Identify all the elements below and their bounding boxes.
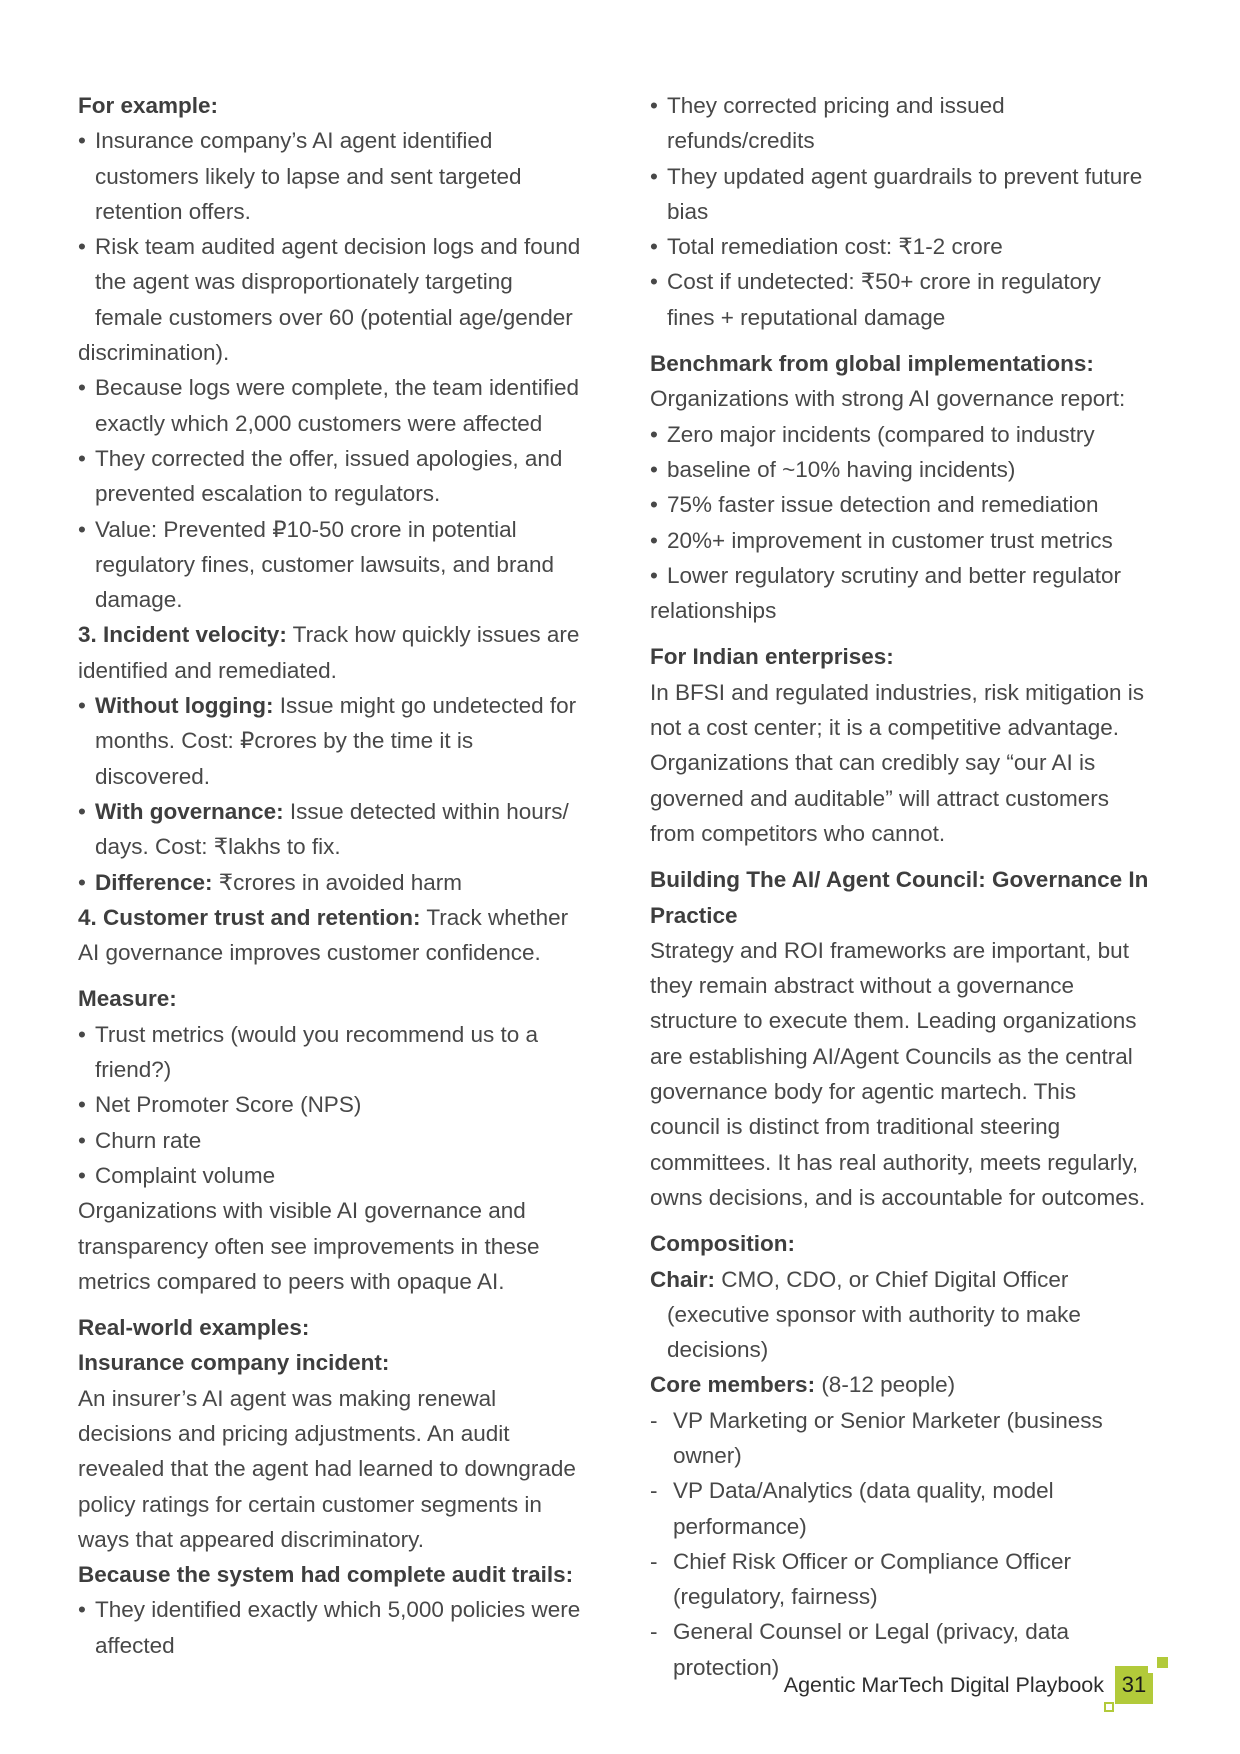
text-run: Issue might go undetected for months. Cost: ₽crores by the time it is discovered. bbox=[95, 693, 577, 789]
text-run: Total remediation cost: ₹1-2 crore bbox=[667, 234, 1003, 260]
bullet-marker: • bbox=[650, 421, 658, 447]
bullet-marker: • bbox=[78, 445, 86, 471]
bullet-marker: • bbox=[78, 1127, 86, 1153]
bullet-marker: • bbox=[650, 456, 658, 482]
left-column-heading-12 bbox=[78, 981, 586, 1016]
book-title: Agentic MarTech Digital Playbook bbox=[783, 1672, 1104, 1697]
left-column-bullet-14 bbox=[78, 1087, 586, 1122]
bold-text-run: 4. Customer trust and retention: bbox=[78, 904, 421, 930]
right-column-para-5 bbox=[650, 381, 1152, 416]
text-run: Because logs were complete, the team identified exactly which 2,000 customers were affected bbox=[95, 375, 580, 436]
left-column-heading-19 bbox=[78, 1345, 586, 1380]
text-run: baseline of ~10% having incidents) bbox=[667, 456, 1016, 482]
page-footer bbox=[784, 1666, 1153, 1704]
bullet-marker: • bbox=[650, 562, 658, 588]
right-column-bullet-0 bbox=[650, 88, 1152, 159]
text-run: Track how quickly issues are identified and remediated. bbox=[78, 622, 580, 683]
left-column-bullet-5 bbox=[78, 441, 586, 512]
right-column-bullet-6 bbox=[650, 417, 1152, 452]
text-run: VP Data/Analytics (data quality, model performance) bbox=[673, 1478, 1054, 1539]
text-run: Trust metrics (would you recommend us to a friend?) bbox=[95, 1021, 539, 1083]
left-column-para-20 bbox=[78, 1381, 586, 1557]
text-run: In BFSI and regulated industries, risk mitigation is not a cost center; it is a competitive advantage. Organizations that can credibly say “our AI is governed and auditable” will attract customers from competitors who cannot. bbox=[650, 679, 1144, 846]
bullet-marker: • bbox=[78, 128, 86, 154]
right-column-bullet-1 bbox=[650, 159, 1152, 230]
text-run: Complaint volume bbox=[95, 1162, 276, 1188]
left-column-para-11 bbox=[78, 900, 586, 971]
left-column-bullet-2 bbox=[78, 229, 586, 335]
left-column-heading-18 bbox=[78, 1310, 586, 1345]
bold-text-run: For example: bbox=[78, 93, 219, 118]
text-run: Zero major incidents (compared to industry bbox=[667, 421, 1095, 447]
corner-notch-square-icon bbox=[1148, 1664, 1157, 1673]
bullet-marker: • bbox=[78, 1597, 86, 1623]
right-column-bullet-9 bbox=[650, 523, 1152, 558]
dash-marker: - bbox=[650, 1548, 658, 1574]
outline-square-icon bbox=[1104, 1702, 1114, 1712]
bold-text-run: Benchmark from global implementations: bbox=[650, 351, 1094, 377]
bullet-marker: • bbox=[78, 375, 86, 401]
right-column-heading-14 bbox=[650, 862, 1152, 933]
text-run: They updated agent guardrails to prevent future bias bbox=[667, 163, 1143, 224]
text-run: (8-12 people) bbox=[815, 1372, 956, 1398]
text-run: They corrected pricing and issued refunds/credits bbox=[667, 93, 1005, 154]
text-run: Strategy and ROI frameworks are important, but they remain abstract without a governance structure to execute them. Leading organizations are establishing AI/Agent Councils as the central governance body for agentic martech. This council is distinct from traditional steering committees. It has real authority, meets regularly, owns decisions, and is accountable for outcomes. bbox=[650, 937, 1146, 1210]
bullet-marker: • bbox=[78, 1021, 86, 1047]
text-run: Cost if undetected: ₹50+ crore in regulatory fines + reputational damage bbox=[667, 269, 1101, 330]
text-run: Churn rate bbox=[95, 1127, 202, 1153]
right-column-para-11 bbox=[650, 593, 1152, 628]
text-run: CMO, CDO, or Chief Digital Officer (executive sponsor with authority to make decisions) bbox=[667, 1266, 1081, 1363]
left-column-para-17 bbox=[78, 1193, 586, 1299]
left-column-bullet-9 bbox=[78, 794, 586, 865]
bold-text-run: Composition: bbox=[650, 1231, 795, 1257]
right-column-heading-16 bbox=[650, 1226, 1152, 1261]
bold-text-run: With governance: bbox=[95, 798, 284, 824]
right-column-bullet-3 bbox=[650, 264, 1152, 335]
bold-text-run: Insurance company incident: bbox=[78, 1350, 390, 1376]
bullet-marker: • bbox=[650, 269, 658, 295]
text-run: Risk team audited agent decision logs and found the agent was disproportionately targeting female customers over 60 (potential age/gender bbox=[95, 234, 581, 330]
left-column-para-3 bbox=[78, 335, 586, 370]
two-column-text-body bbox=[78, 88, 1152, 1685]
left-column-bullet-4 bbox=[78, 370, 586, 441]
bold-text-run: Building The AI/ Agent Council: Governance In Practice bbox=[650, 867, 1149, 928]
text-run: Chief Risk Officer or Compliance Officer (regulatory, fairness) bbox=[673, 1548, 1072, 1610]
right-column-para-17 bbox=[650, 1262, 1152, 1368]
bullet-marker: • bbox=[78, 516, 86, 542]
left-column bbox=[78, 88, 586, 1685]
bold-text-run: Chair: bbox=[650, 1266, 716, 1292]
text-run: 75% faster issue detection and remediation bbox=[667, 492, 1099, 518]
bold-text-run: Without logging: bbox=[95, 693, 274, 719]
bullet-marker: • bbox=[78, 869, 86, 895]
right-column-bullet-10 bbox=[650, 558, 1152, 593]
right-column-heading-4 bbox=[650, 346, 1152, 381]
text-run: Organizations with visible AI governance and transparency often see improvements in these metrics compared to peers with opaque AI. bbox=[78, 1198, 540, 1294]
left-column-heading-0 bbox=[78, 88, 586, 123]
right-column-bullet-8 bbox=[650, 487, 1152, 522]
left-column-bullet-16 bbox=[78, 1158, 586, 1193]
dash-marker: - bbox=[650, 1478, 658, 1504]
text-run: Net Promoter Score (NPS) bbox=[95, 1092, 362, 1118]
right-column-dash-20 bbox=[650, 1473, 1152, 1544]
text-run: relationships bbox=[650, 598, 777, 624]
left-column-bullet-1 bbox=[78, 123, 586, 229]
text-run: ₹crores in avoided harm bbox=[212, 869, 462, 895]
bold-text-run: 3. Incident velocity: bbox=[78, 622, 287, 648]
left-column-heading-21 bbox=[78, 1557, 586, 1592]
bullet-marker: • bbox=[78, 1092, 86, 1118]
bullet-marker: • bbox=[650, 234, 658, 260]
bullet-marker: • bbox=[650, 527, 658, 553]
text-run: Track whether AI governance improves customer confidence. bbox=[78, 904, 569, 966]
dash-marker: - bbox=[650, 1619, 658, 1645]
right-column-bullet-2 bbox=[650, 229, 1152, 264]
bold-text-run: Because the system had complete audit trails: bbox=[78, 1562, 574, 1588]
text-run: discrimination). bbox=[78, 340, 230, 366]
text-run: They corrected the offer, issued apologies, and prevented escalation to regulators. bbox=[95, 445, 563, 507]
text-run: Issue detected within hours/ days. Cost: ₹lakhs to fix. bbox=[95, 798, 569, 860]
text-run: General Counsel or Legal (privacy, data protection) bbox=[673, 1619, 1070, 1680]
page-number: 31 bbox=[1121, 1672, 1147, 1697]
left-column-bullet-8 bbox=[78, 688, 586, 794]
right-column-heading-12 bbox=[650, 639, 1152, 674]
right-column-para-13 bbox=[650, 675, 1152, 851]
bold-text-run: Core members: bbox=[650, 1372, 816, 1398]
text-run: Insurance company’s AI agent identified customers likely to lapse and sent targeted retention offers. bbox=[95, 128, 522, 224]
page-number-badge bbox=[1115, 1666, 1153, 1704]
right-column-para-15 bbox=[650, 933, 1152, 1215]
bullet-marker: • bbox=[650, 93, 658, 118]
text-run: Lower regulatory scrutiny and better regulator bbox=[667, 562, 1121, 588]
bold-text-run: Measure: bbox=[78, 986, 177, 1012]
bullet-marker: • bbox=[78, 1162, 86, 1188]
right-column bbox=[650, 88, 1152, 1685]
text-run: They identified exactly which 5,000 policies were affected bbox=[95, 1597, 581, 1658]
text-run: VP Marketing or Senior Marketer (business owner) bbox=[673, 1407, 1103, 1468]
right-column-para-18 bbox=[650, 1367, 1152, 1402]
dash-marker: - bbox=[650, 1407, 658, 1433]
bold-text-run: Real-world examples: bbox=[78, 1315, 310, 1341]
text-run: An insurer’s AI agent was making renewal decisions and pricing adjustments. An audit revealed that the agent had learned to downgrade policy ratings for certain customer segments in ways that appeared discriminatory. bbox=[78, 1385, 576, 1552]
solid-square-icon bbox=[1157, 1657, 1168, 1668]
left-column-bullet-13 bbox=[78, 1017, 586, 1088]
bold-text-run: For Indian enterprises: bbox=[650, 644, 894, 670]
left-column-bullet-10 bbox=[78, 865, 586, 900]
bullet-marker: • bbox=[78, 234, 86, 260]
bold-text-run: Difference: bbox=[95, 869, 213, 895]
left-column-para-7 bbox=[78, 617, 586, 688]
bullet-marker: • bbox=[650, 163, 658, 189]
left-column-bullet-15 bbox=[78, 1123, 586, 1158]
text-run: 20%+ improvement in customer trust metrics bbox=[667, 527, 1113, 553]
left-column-bullet-22 bbox=[78, 1592, 586, 1663]
text-run: Organizations with strong AI governance report: bbox=[650, 386, 1126, 412]
bullet-marker: • bbox=[650, 492, 658, 518]
right-column-bullet-7 bbox=[650, 452, 1152, 487]
left-column-bullet-6 bbox=[78, 512, 586, 618]
bullet-marker: • bbox=[78, 798, 86, 824]
right-column-dash-19 bbox=[650, 1403, 1152, 1474]
bullet-marker: • bbox=[78, 693, 86, 719]
right-column-dash-21 bbox=[650, 1544, 1152, 1615]
text-run: Value: Prevented ₽10-50 crore in potential regulatory fines, customer lawsuits, and brand damage. bbox=[95, 516, 554, 613]
